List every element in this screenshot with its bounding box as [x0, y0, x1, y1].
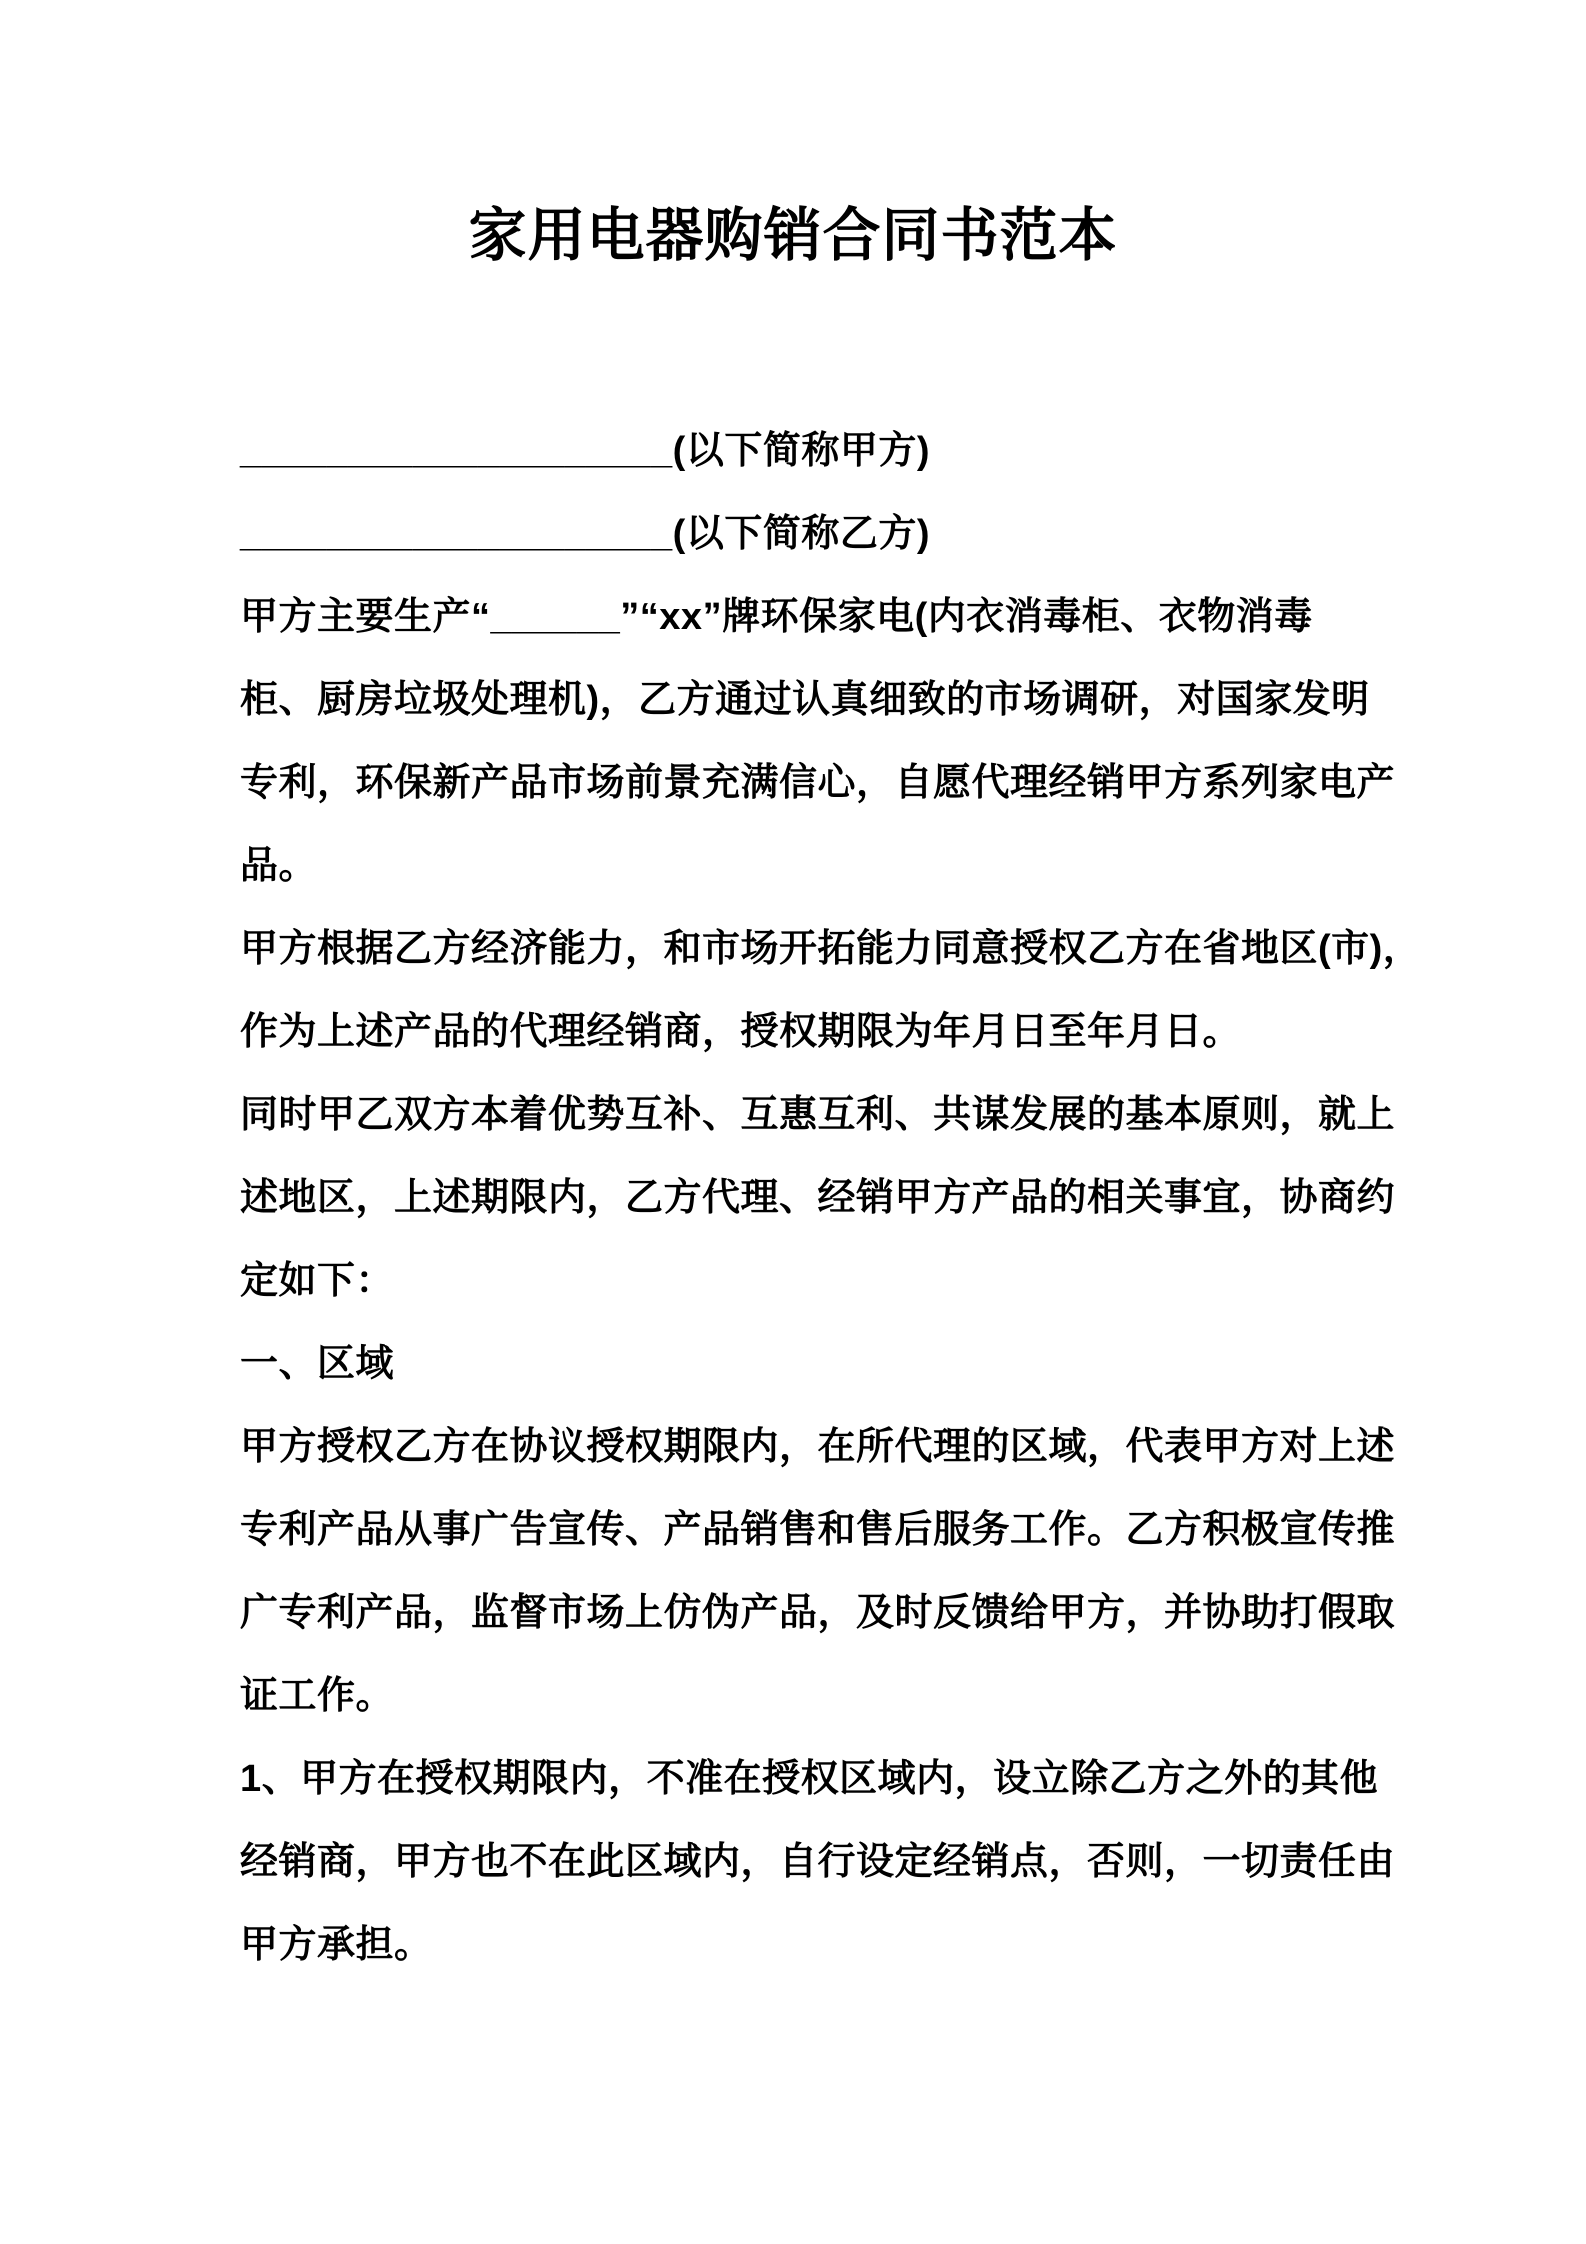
text-line: 甲方承担。 [240, 1924, 433, 1966]
text-line: ____________________(以下简称乙方) [240, 513, 930, 555]
text-line: 甲方主要生产“______”“xx”牌环保家电(内衣消毒柜、衣物消毒 [240, 596, 1313, 638]
text-line: 甲方根据乙方经济能力，和市场开拓能力同意授权乙方在省地区(市)， [240, 928, 1422, 970]
text-line: 经销商，甲方也不在此区域内，自行设定经销点，否则，一切责任由 [240, 1841, 1396, 1883]
text-line: 专利产品从事广告宣传、产品销售和售后服务工作。乙方积极宣传推 [240, 1509, 1396, 1551]
document-title: 家用电器购销合同书范本 [468, 203, 1118, 268]
text-line: 作为上述产品的代理经销商，授权期限为年月日至年月日。 [240, 1011, 1242, 1053]
text-line: 甲方授权乙方在协议授权期限内，在所代理的区域，代表甲方对上述 [240, 1426, 1396, 1468]
text-line: 述地区，上述期限内，乙方代理、经销甲方产品的相关事宜，协商约 [240, 1177, 1396, 1219]
text-line: 柜、厨房垃圾处理机)，乙方通过认真细致的市场调研，对国家发明 [240, 679, 1370, 721]
text-line: 广专利产品，监督市场上仿伪产品，及时反馈给甲方，并协助打假取 [240, 1592, 1396, 1634]
text-line: 证工作。 [240, 1675, 395, 1717]
text-line: 一、区域 [240, 1343, 395, 1385]
text-line: 品。 [240, 845, 318, 887]
text-line: 专利，环保新产品市场前景充满信心，自愿代理经销甲方系列家电产 [240, 762, 1396, 804]
contract-body [0, 410, 1586, 1987]
text-line: 定如下： [240, 1260, 395, 1302]
text-line: ____________________(以下简称甲方) [240, 430, 930, 472]
text-line: 同时甲乙双方本着优势互补、互惠互利、共谋发展的基本原则，就上 [240, 1094, 1396, 1136]
text-line: 1、甲方在授权期限内，不准在授权区域内，设立除乙方之外的其他 [240, 1758, 1379, 1800]
